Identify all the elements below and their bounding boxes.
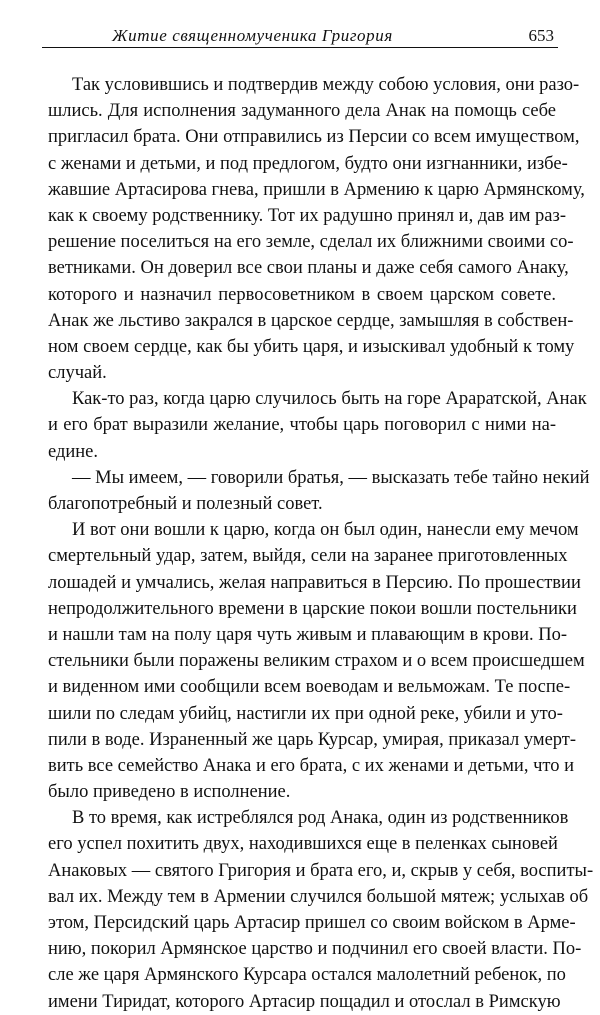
page-number: 653 <box>528 26 554 45</box>
text-line: Анак же льстиво закрался в царское сердце, замышляя в собствен- <box>48 310 574 331</box>
text-line: ветниками. Он доверил все свои планы и даже себя самого Анаку, <box>48 258 569 279</box>
paragraph <box>48 517 585 805</box>
text-line: шлись. Для исполнения задуманного дела Анак на помощь себе <box>48 101 556 122</box>
paragraph <box>48 465 590 517</box>
text-line: его успел похитить двух, находившихся еще в пеленках сыновей <box>48 834 558 855</box>
text-line: шили по следам убийц, настигли их при одной реке, убили и уто- <box>48 703 563 724</box>
running-header <box>42 26 558 48</box>
text-line: жавшие Артасирова гнева, пришли в Армению к царю Армянскому, <box>48 179 585 200</box>
text-line: пригласил брата. Они отправились из Персии со всем имуществом, <box>48 127 580 148</box>
text-line: нию, покорил Армянское царство и подчинил его своей власти. По- <box>48 939 582 960</box>
text-line: и его брат выразили желание, чтобы царь поговорил с ними на- <box>48 415 556 436</box>
text-line: ном своем сердце, как бы убить царя, и изыскивал удобный к тому <box>48 336 575 357</box>
paragraph <box>48 72 585 386</box>
text-line: имени Тиридат, которого Артасир пощадил и отослал в Римскую <box>48 991 561 1012</box>
text-line: лошадей и умчались, желая направиться в Персию. По прошествии <box>48 572 581 593</box>
text-line: которого и назначил первосоветником в своем царском совете. <box>48 284 556 305</box>
paragraph <box>48 805 594 1015</box>
text-line: Как-то раз, когда царю случилось быть на горе Араратской, Анак <box>72 389 587 410</box>
text-line: благопотребный и полезный совет. <box>48 494 323 514</box>
text-line: — Мы имеем, — говорили братья, — высказать тебе тайно некий <box>72 467 590 488</box>
text-line: Так условившись и подтвердив между собою условия, они разо- <box>72 75 580 95</box>
text-line: едине. <box>48 441 99 462</box>
text-line: стельники были поражены великим страхом и о всем происшедшем <box>48 651 585 672</box>
text-line: решение поселиться на его земле, сделал их ближними своими со- <box>48 232 574 253</box>
running-title: Житие священномученика Григория <box>112 26 393 45</box>
paragraph <box>48 386 587 465</box>
body-text <box>48 72 594 1015</box>
text-line: как к своему родственнику. Тот их радушно принял и, дав им раз- <box>48 205 566 226</box>
text-line: этом, Персидский царь Артасир пришел со своим войском в Арме- <box>48 913 576 933</box>
text-line: было приведено в исполнение. <box>48 782 291 803</box>
text-line: вить все семейство Анака и его брата, с их женами и детьми, что и <box>48 755 575 776</box>
text-line: смертельный удар, затем, выйдя, сели на заранее приготовленных <box>48 546 568 567</box>
header-rule <box>42 47 558 48</box>
text-line: с женами и детьми, и под предлогом, будто они изгнанники, избе- <box>48 153 568 174</box>
text-line: случай. <box>48 363 107 384</box>
text-line: непродолжительного времени в царские покои вошли постельники <box>48 598 577 619</box>
text-line: В то время, как истреблялся род Анака, один из родственников <box>72 808 569 829</box>
text-line: пили в воде. Израненный же царь Курсар, умирая, приказал умерт- <box>48 729 577 750</box>
text-line: сле же царя Армянского Курсара остался малолетний ребенок, по <box>48 965 566 986</box>
text-line: и виденном ими сообщили всем воеводам и вельможам. Те поспе- <box>48 677 571 698</box>
text-line: вал их. Между тем в Армении случился большой мятеж; услыхав об <box>48 886 589 907</box>
text-line: И вот они вошли к царю, когда он был один, нанесли ему мечом <box>72 520 579 541</box>
text-line: и нашли там на полу царя чуть живым и плавающим в крови. По- <box>48 624 567 645</box>
text-line: Анаковых — святого Григория и брата его, и, скрыв у себя, воспиты- <box>48 860 594 881</box>
